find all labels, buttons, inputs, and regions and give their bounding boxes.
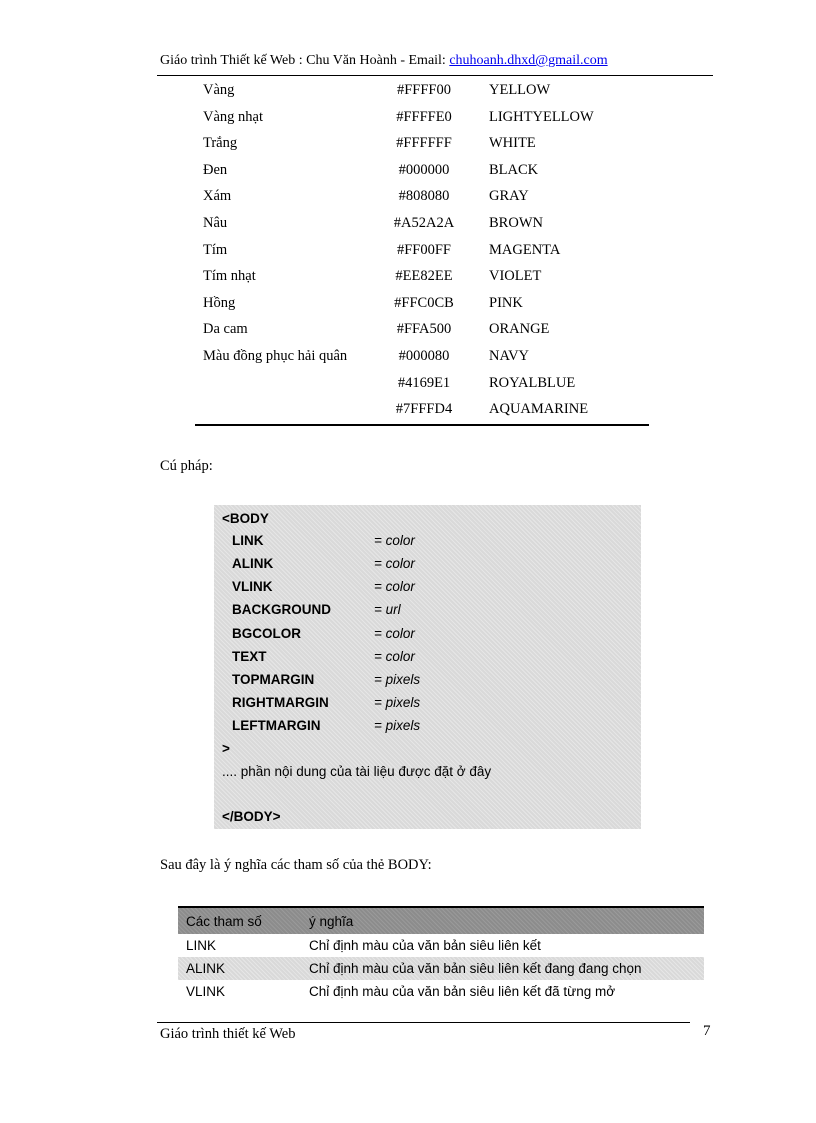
color-name-en: BLACK: [489, 161, 539, 178]
color-table: [195, 78, 649, 424]
attr-value: = pixels: [374, 695, 421, 710]
table-row: [178, 980, 704, 1003]
color-row: [195, 238, 649, 265]
attr-value: = color: [374, 579, 415, 594]
param-name: ALINK: [186, 961, 226, 976]
color-name-en: ORANGE: [489, 321, 550, 338]
table-row: [178, 934, 704, 957]
footer-rule: [157, 1022, 690, 1023]
color-row: [195, 397, 649, 424]
color-name-vi: Nâu: [203, 214, 228, 231]
syntax-label: Cú pháp:: [160, 458, 213, 474]
color-name-vi: Đen: [203, 161, 228, 178]
param-table-header: [178, 906, 704, 934]
footer-text: Giáo trình thiết kế Web: [160, 1026, 296, 1042]
params-intro: Sau đây là ý nghĩa các tham số của thẻ BODY:: [160, 857, 432, 873]
color-hex: #FFFFFF: [396, 135, 452, 152]
color-hex: #000000: [398, 161, 450, 178]
code-attr-line: [232, 556, 415, 571]
color-name-en: ROYALBLUE: [489, 374, 576, 391]
color-hex: #808080: [398, 188, 450, 205]
attr-value: = color: [374, 649, 415, 664]
color-name-vi: Tím nhạt: [203, 268, 256, 285]
color-row: [195, 105, 649, 132]
code-attr-line: [232, 602, 401, 617]
color-row: [195, 344, 649, 371]
attr-name: LINK: [232, 533, 264, 548]
color-name-vi: Hồng: [203, 294, 236, 311]
attr-value: = color: [374, 533, 415, 548]
code-attr-line: [232, 533, 415, 548]
attr-value: = pixels: [374, 718, 421, 733]
code-attr-line: [232, 626, 415, 641]
code-attr-line: [232, 579, 415, 594]
color-row: [195, 158, 649, 185]
header-params: Các tham số: [186, 914, 262, 929]
attr-value: = color: [374, 626, 415, 641]
color-name-en: LIGHTYELLOW: [489, 108, 594, 125]
code-attr-line: [232, 718, 421, 733]
attr-value: = url: [374, 602, 401, 617]
color-hex: #EE82EE: [395, 268, 453, 285]
color-name-vi: Trắng: [203, 135, 238, 152]
color-name-en: PINK: [489, 294, 523, 311]
color-name-en: MAGENTA: [489, 241, 561, 258]
color-hex: #FFFFE0: [396, 108, 452, 125]
color-hex: #FFA500: [396, 321, 452, 338]
color-hex: #4169E1: [397, 374, 451, 391]
color-name-vi: Màu đồng phục hải quân: [203, 347, 348, 364]
color-hex: #7FFFD4: [395, 401, 453, 418]
attr-name: BACKGROUND: [232, 602, 331, 617]
code-attr-line: [232, 695, 421, 710]
param-table: [178, 906, 704, 1003]
color-table-bottom-rule: [195, 424, 649, 426]
color-row: [195, 317, 649, 344]
table-row: [178, 957, 704, 980]
color-row: [195, 184, 649, 211]
color-name-vi: Xám: [203, 188, 232, 205]
param-name: LINK: [186, 938, 217, 953]
param-meaning: Chỉ định màu của văn bản siêu liên kết đã từng mở: [309, 984, 616, 999]
attr-name: RIGHTMARGIN: [232, 695, 329, 710]
code-close-bracket: >: [222, 741, 230, 756]
color-name-en: BROWN: [489, 214, 543, 231]
page-header: [160, 53, 608, 69]
color-name-vi: Da cam: [203, 321, 248, 338]
param-meaning: Chỉ định màu của văn bản siêu liên kết: [309, 938, 541, 953]
color-hex: #FFFF00: [396, 82, 451, 98]
color-row: [195, 264, 649, 291]
color-hex: #000080: [398, 347, 450, 364]
color-row: [195, 78, 649, 105]
page-number: 7: [703, 1023, 711, 1039]
color-name-en: AQUAMARINE: [489, 401, 589, 418]
attr-name: BGCOLOR: [232, 626, 301, 641]
code-content-line: .... phần nội dung của tài liệu được đặt ở đây: [222, 764, 492, 779]
color-row: [195, 371, 649, 398]
color-name-vi: Vàng: [203, 82, 235, 98]
header-text: Giáo trình Thiết kế Web : Chu Văn Hoành - Email:: [160, 53, 450, 68]
color-name-en: YELLOW: [489, 82, 551, 98]
color-name-en: WHITE: [489, 135, 536, 152]
attr-name: TOPMARGIN: [232, 672, 315, 687]
code-block: [214, 505, 641, 829]
color-name-en: NAVY: [489, 347, 530, 364]
color-hex: #A52A2A: [393, 214, 455, 231]
color-name-en: VIOLET: [489, 268, 542, 285]
attr-value: = pixels: [374, 672, 421, 687]
color-row: [195, 291, 649, 318]
attr-value: = color: [374, 556, 415, 571]
param-meaning: Chỉ định màu của văn bản siêu liên kết đang đang chọn: [309, 961, 642, 976]
attr-name: ALINK: [232, 556, 274, 571]
color-hex: #FFC0CB: [394, 294, 454, 311]
code-open-tag: <BODY: [222, 511, 269, 526]
color-hex: #FF00FF: [396, 241, 451, 258]
attr-name: TEXT: [232, 649, 267, 664]
color-row: [195, 211, 649, 238]
color-name-en: GRAY: [489, 188, 529, 205]
color-name-vi: Vàng nhạt: [203, 108, 263, 125]
color-row: [195, 131, 649, 158]
code-attr-line: [232, 672, 421, 687]
param-name: VLINK: [186, 984, 226, 999]
header-meaning: ý nghĩa: [309, 914, 354, 929]
attr-name: VLINK: [232, 579, 273, 594]
email-link[interactable]: chuhoanh.dhxd@gmail.com: [449, 53, 608, 68]
color-name-vi: Tím: [203, 241, 228, 258]
attr-name: LEFTMARGIN: [232, 718, 321, 733]
header-rule: [157, 75, 713, 76]
code-attr-line: [232, 649, 415, 664]
code-close-tag: </BODY>: [222, 809, 281, 824]
